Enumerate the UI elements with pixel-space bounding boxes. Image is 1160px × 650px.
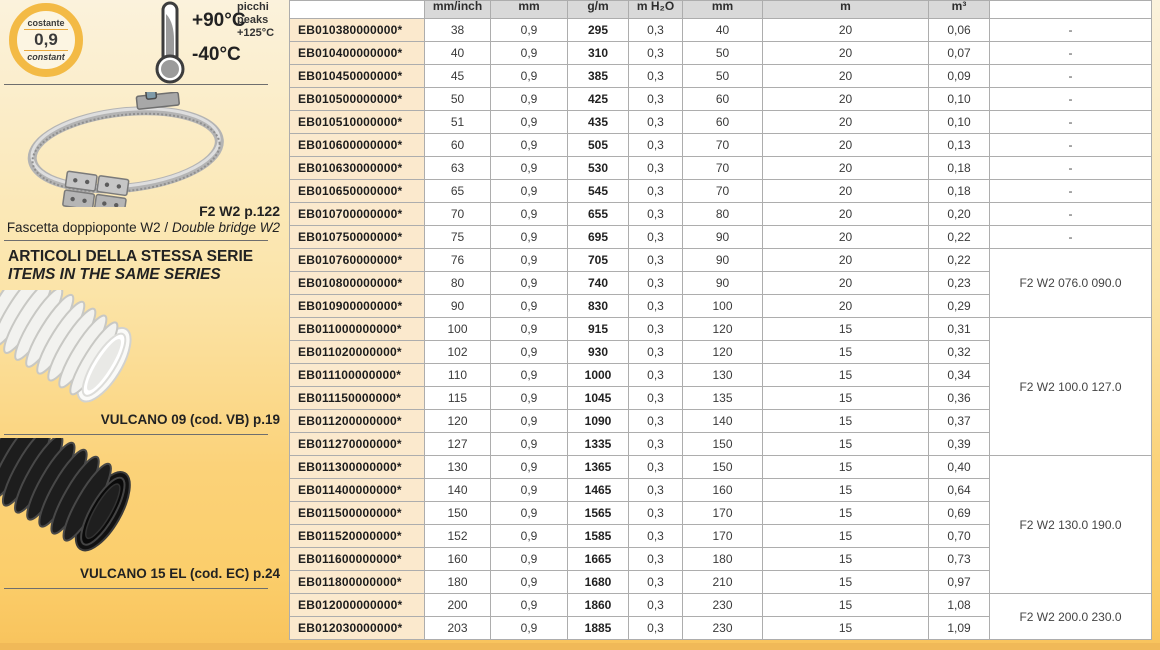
- value-cell: 1335: [568, 433, 629, 456]
- value-cell: 1,08: [929, 594, 990, 617]
- clamp-ref-cell: -: [990, 42, 1152, 65]
- value-cell: 60: [683, 88, 763, 111]
- value-cell: 0,3: [629, 548, 683, 571]
- product-code-cell: EB010800000000*: [290, 272, 425, 295]
- value-cell: 0,23: [929, 272, 990, 295]
- value-cell: 127: [425, 433, 491, 456]
- value-cell: 0,9: [491, 548, 568, 571]
- clamp-group-cell: F2 W2 076.0 090.0: [990, 249, 1152, 318]
- value-cell: 0,9: [491, 65, 568, 88]
- product-code-cell: EB011270000000*: [290, 433, 425, 456]
- value-cell: 15: [763, 502, 929, 525]
- product-code-cell: EB010750000000*: [290, 226, 425, 249]
- table-row: [290, 65, 1152, 88]
- value-cell: 0,70: [929, 525, 990, 548]
- divider: [4, 588, 268, 589]
- value-cell: 0,3: [629, 295, 683, 318]
- value-cell: 0,3: [629, 617, 683, 640]
- spec-table-wrap: [289, 0, 1152, 640]
- value-cell: 15: [763, 341, 929, 364]
- header-corner-cell: [990, 1, 1152, 19]
- value-cell: 0,3: [629, 19, 683, 42]
- value-cell: 0,06: [929, 19, 990, 42]
- value-cell: 1665: [568, 548, 629, 571]
- value-cell: 0,9: [491, 410, 568, 433]
- value-cell: 1365: [568, 456, 629, 479]
- value-cell: 0,3: [629, 318, 683, 341]
- value-cell: 0,3: [629, 387, 683, 410]
- value-cell: 20: [763, 111, 929, 134]
- peaks-value: +125°C: [237, 27, 275, 39]
- value-cell: 20: [763, 42, 929, 65]
- value-cell: 51: [425, 111, 491, 134]
- badge-rule: [24, 50, 68, 51]
- value-cell: 230: [683, 594, 763, 617]
- value-cell: 63: [425, 157, 491, 180]
- value-cell: 0,73: [929, 548, 990, 571]
- value-cell: 0,3: [629, 502, 683, 525]
- value-cell: 20: [763, 180, 929, 203]
- value-cell: 20: [763, 65, 929, 88]
- badge-label-it: costante: [27, 18, 65, 28]
- value-cell: 60: [683, 111, 763, 134]
- clamp-caption: [0, 220, 280, 235]
- value-cell: 0,13: [929, 134, 990, 157]
- value-cell: 120: [683, 341, 763, 364]
- constant-value-badge: [9, 3, 83, 77]
- table-row: [290, 203, 1152, 226]
- clamp-group-cell: F2 W2 100.0 127.0: [990, 318, 1152, 456]
- value-cell: 40: [425, 42, 491, 65]
- temperature-peaks: [237, 1, 274, 40]
- value-cell: 435: [568, 111, 629, 134]
- table-row: [290, 594, 1152, 617]
- unit-header-cell: g/m: [568, 1, 629, 19]
- product-code-cell: EB012030000000*: [290, 617, 425, 640]
- value-cell: 1090: [568, 410, 629, 433]
- related-item-caption: VULCANO 15 EL (cod. EC) p.24: [79, 566, 280, 581]
- value-cell: 915: [568, 318, 629, 341]
- value-cell: 230: [683, 617, 763, 640]
- value-cell: 930: [568, 341, 629, 364]
- value-cell: 70: [425, 203, 491, 226]
- value-cell: 40: [683, 19, 763, 42]
- product-code-cell: EB011800000000*: [290, 571, 425, 594]
- value-cell: 38: [425, 19, 491, 42]
- unit-header-cell: m³: [929, 1, 990, 19]
- product-code-cell: EB011200000000*: [290, 410, 425, 433]
- value-cell: 310: [568, 42, 629, 65]
- product-code-cell: EB010400000000*: [290, 42, 425, 65]
- value-cell: 140: [425, 479, 491, 502]
- table-body: [290, 19, 1152, 640]
- product-code-cell: EB010500000000*: [290, 88, 425, 111]
- product-code-cell: EB010650000000*: [290, 180, 425, 203]
- value-cell: 295: [568, 19, 629, 42]
- value-cell: 0,3: [629, 249, 683, 272]
- table-row: [290, 249, 1152, 272]
- value-cell: 0,3: [629, 134, 683, 157]
- series-title-en: ITEMS IN THE SAME SERIES: [8, 266, 221, 283]
- value-cell: 135: [683, 387, 763, 410]
- value-cell: 0,9: [491, 226, 568, 249]
- value-cell: 830: [568, 295, 629, 318]
- product-code-cell: EB010510000000*: [290, 111, 425, 134]
- value-cell: 545: [568, 180, 629, 203]
- value-cell: 1585: [568, 525, 629, 548]
- value-cell: 0,9: [491, 203, 568, 226]
- table-row: [290, 88, 1152, 111]
- value-cell: 1000: [568, 364, 629, 387]
- value-cell: 0,9: [491, 479, 568, 502]
- peaks-label-en: peaks: [237, 14, 269, 26]
- value-cell: 170: [683, 502, 763, 525]
- table-row: [290, 180, 1152, 203]
- value-cell: 0,9: [491, 525, 568, 548]
- value-cell: 130: [425, 456, 491, 479]
- value-cell: 45: [425, 65, 491, 88]
- value-cell: 102: [425, 341, 491, 364]
- value-cell: 0,3: [629, 111, 683, 134]
- value-cell: 152: [425, 525, 491, 548]
- value-cell: 0,09: [929, 65, 990, 88]
- value-cell: 90: [683, 226, 763, 249]
- value-cell: 15: [763, 525, 929, 548]
- product-code-cell: EB011400000000*: [290, 479, 425, 502]
- value-cell: 0,3: [629, 410, 683, 433]
- product-code-cell: EB011150000000*: [290, 387, 425, 410]
- vulcano-09-hose-image: [0, 290, 160, 422]
- unit-header-cell: m H₂O: [629, 1, 683, 19]
- value-cell: 0,3: [629, 88, 683, 111]
- sidebar: [0, 0, 290, 650]
- value-cell: 385: [568, 65, 629, 88]
- value-cell: 0,3: [629, 180, 683, 203]
- product-code-cell: EB010760000000*: [290, 249, 425, 272]
- unit-header-cell: m: [763, 1, 929, 19]
- value-cell: 0,39: [929, 433, 990, 456]
- value-cell: 20: [763, 272, 929, 295]
- clamp-group-cell: F2 W2 130.0 190.0: [990, 456, 1152, 594]
- unit-header-cell: mm: [683, 1, 763, 19]
- value-cell: 0,9: [491, 364, 568, 387]
- value-cell: 0,3: [629, 157, 683, 180]
- clamp-ref-cell: -: [990, 157, 1152, 180]
- value-cell: 0,31: [929, 318, 990, 341]
- divider: [4, 434, 268, 435]
- clamp-caption-separator: /: [160, 220, 172, 235]
- clamp-ref-cell: -: [990, 203, 1152, 226]
- value-cell: 0,3: [629, 341, 683, 364]
- value-cell: 0,9: [491, 502, 568, 525]
- value-cell: 70: [683, 180, 763, 203]
- value-cell: 0,9: [491, 617, 568, 640]
- value-cell: 0,3: [629, 42, 683, 65]
- value-cell: 76: [425, 249, 491, 272]
- value-cell: 110: [425, 364, 491, 387]
- value-cell: 50: [425, 88, 491, 111]
- value-cell: 0,3: [629, 226, 683, 249]
- value-cell: 0,3: [629, 203, 683, 226]
- clamp-group-cell: F2 W2 200.0 230.0: [990, 594, 1152, 640]
- value-cell: 60: [425, 134, 491, 157]
- value-cell: 15: [763, 571, 929, 594]
- value-cell: 0,9: [491, 571, 568, 594]
- value-cell: 0,9: [491, 594, 568, 617]
- value-cell: 150: [425, 502, 491, 525]
- vulcano-15-el-hose-image: [0, 438, 160, 568]
- value-cell: 15: [763, 387, 929, 410]
- product-code-cell: EB011000000000*: [290, 318, 425, 341]
- clamp-ref-cell: -: [990, 111, 1152, 134]
- value-cell: 80: [683, 203, 763, 226]
- unit-header-cell: mm/inch: [425, 1, 491, 19]
- product-code-cell: EB011600000000*: [290, 548, 425, 571]
- value-cell: 180: [425, 571, 491, 594]
- table-header: [290, 1, 1152, 19]
- value-cell: 0,37: [929, 410, 990, 433]
- product-code-cell: EB010600000000*: [290, 134, 425, 157]
- clamp-ref-cell: -: [990, 226, 1152, 249]
- value-cell: 655: [568, 203, 629, 226]
- value-cell: 160: [425, 548, 491, 571]
- value-cell: 50: [683, 65, 763, 88]
- clamp-image: [14, 92, 244, 207]
- value-cell: 20: [763, 226, 929, 249]
- divider: [4, 240, 268, 241]
- value-cell: 0,9: [491, 19, 568, 42]
- clamp-ref-cell: -: [990, 19, 1152, 42]
- value-cell: 90: [425, 295, 491, 318]
- value-cell: 1885: [568, 617, 629, 640]
- product-code-cell: EB011100000000*: [290, 364, 425, 387]
- value-cell: 0,3: [629, 65, 683, 88]
- product-code-cell: EB011020000000*: [290, 341, 425, 364]
- value-cell: 20: [763, 249, 929, 272]
- value-cell: 0,20: [929, 203, 990, 226]
- value-cell: 0,9: [491, 157, 568, 180]
- value-cell: 1565: [568, 502, 629, 525]
- value-cell: 0,9: [491, 88, 568, 111]
- table-row: [290, 111, 1152, 134]
- series-title: [8, 248, 253, 284]
- value-cell: 115: [425, 387, 491, 410]
- product-code-cell: EB010700000000*: [290, 203, 425, 226]
- product-code-cell: EB010900000000*: [290, 295, 425, 318]
- series-title-it: ARTICOLI DELLA STESSA SERIE: [8, 248, 254, 265]
- product-code-cell: EB011520000000*: [290, 525, 425, 548]
- value-cell: 70: [683, 134, 763, 157]
- temperature-max: +90°C: [192, 10, 246, 31]
- badge-value: 0,9: [34, 30, 58, 49]
- units-row: [290, 1, 1152, 19]
- value-cell: 425: [568, 88, 629, 111]
- value-cell: 0,9: [491, 42, 568, 65]
- value-cell: 15: [763, 479, 929, 502]
- value-cell: 1465: [568, 479, 629, 502]
- value-cell: 0,22: [929, 226, 990, 249]
- table-row: [290, 134, 1152, 157]
- value-cell: 1045: [568, 387, 629, 410]
- value-cell: 0,3: [629, 433, 683, 456]
- value-cell: 75: [425, 226, 491, 249]
- value-cell: 100: [425, 318, 491, 341]
- table-row: [290, 318, 1152, 341]
- clamp-caption-en: Double bridge W2: [171, 220, 280, 235]
- value-cell: 0,22: [929, 249, 990, 272]
- value-cell: 15: [763, 594, 929, 617]
- value-cell: 20: [763, 203, 929, 226]
- value-cell: 705: [568, 249, 629, 272]
- clamp-caption-it: Fascetta doppioponte W2: [6, 220, 161, 235]
- table-row: [290, 19, 1152, 42]
- value-cell: 150: [683, 456, 763, 479]
- value-cell: 740: [568, 272, 629, 295]
- value-cell: 0,10: [929, 111, 990, 134]
- value-cell: 1680: [568, 571, 629, 594]
- value-cell: 170: [683, 525, 763, 548]
- value-cell: 1860: [568, 594, 629, 617]
- value-cell: 0,3: [629, 456, 683, 479]
- value-cell: 0,9: [491, 318, 568, 341]
- table-row: [290, 456, 1152, 479]
- badge-label-en: constant: [27, 52, 65, 62]
- value-cell: 140: [683, 410, 763, 433]
- value-cell: 15: [763, 433, 929, 456]
- value-cell: 0,9: [491, 249, 568, 272]
- value-cell: 50: [683, 42, 763, 65]
- value-cell: 0,9: [491, 180, 568, 203]
- value-cell: 505: [568, 134, 629, 157]
- bottom-strip: [0, 643, 1160, 650]
- value-cell: 20: [763, 295, 929, 318]
- clamp-ref-cell: -: [990, 65, 1152, 88]
- table-row: [290, 157, 1152, 180]
- value-cell: 0,32: [929, 341, 990, 364]
- unit-header-cell: mm: [491, 1, 568, 19]
- value-cell: 180: [683, 548, 763, 571]
- value-cell: 15: [763, 318, 929, 341]
- value-cell: 0,18: [929, 180, 990, 203]
- clamp-ref-cell: -: [990, 134, 1152, 157]
- value-cell: 0,9: [491, 295, 568, 318]
- value-cell: 0,9: [491, 341, 568, 364]
- temperature-min: -40°C: [192, 44, 241, 65]
- product-code-cell: EB010630000000*: [290, 157, 425, 180]
- value-cell: 0,40: [929, 456, 990, 479]
- value-cell: 90: [683, 249, 763, 272]
- value-cell: 200: [425, 594, 491, 617]
- value-cell: 20: [763, 134, 929, 157]
- value-cell: 0,3: [629, 594, 683, 617]
- value-cell: 15: [763, 548, 929, 571]
- table-row: [290, 226, 1152, 249]
- product-code-cell: EB011300000000*: [290, 456, 425, 479]
- value-cell: 20: [763, 157, 929, 180]
- value-cell: 0,3: [629, 364, 683, 387]
- product-code-cell: EB010380000000*: [290, 19, 425, 42]
- value-cell: 20: [763, 88, 929, 111]
- value-cell: 0,9: [491, 456, 568, 479]
- value-cell: 0,36: [929, 387, 990, 410]
- value-cell: 1,09: [929, 617, 990, 640]
- value-cell: 0,34: [929, 364, 990, 387]
- value-cell: 15: [763, 410, 929, 433]
- value-cell: 70: [683, 157, 763, 180]
- value-cell: 0,9: [491, 433, 568, 456]
- value-cell: 120: [425, 410, 491, 433]
- value-cell: 0,07: [929, 42, 990, 65]
- value-cell: 0,9: [491, 111, 568, 134]
- peaks-label-it: picchi: [237, 1, 269, 13]
- value-cell: 20: [763, 19, 929, 42]
- thermometer-icon: [150, 0, 190, 84]
- value-cell: 130: [683, 364, 763, 387]
- value-cell: 210: [683, 571, 763, 594]
- value-cell: 0,3: [629, 571, 683, 594]
- value-cell: 80: [425, 272, 491, 295]
- divider: [4, 84, 268, 85]
- header-corner-cell: [290, 1, 425, 19]
- value-cell: 100: [683, 295, 763, 318]
- clamp-ref-cell: -: [990, 180, 1152, 203]
- value-cell: 0,18: [929, 157, 990, 180]
- value-cell: 0,10: [929, 88, 990, 111]
- value-cell: 530: [568, 157, 629, 180]
- value-cell: 0,9: [491, 387, 568, 410]
- value-cell: 0,64: [929, 479, 990, 502]
- value-cell: 0,3: [629, 479, 683, 502]
- value-cell: 0,3: [629, 272, 683, 295]
- product-code-cell: EB010450000000*: [290, 65, 425, 88]
- value-cell: 65: [425, 180, 491, 203]
- product-code-cell: EB012000000000*: [290, 594, 425, 617]
- value-cell: 90: [683, 272, 763, 295]
- value-cell: 160: [683, 479, 763, 502]
- value-cell: 0,9: [491, 272, 568, 295]
- spec-table: [289, 0, 1152, 640]
- related-item-caption: VULCANO 09 (cod. VB) p.19: [100, 412, 280, 427]
- product-code-cell: EB011500000000*: [290, 502, 425, 525]
- value-cell: 695: [568, 226, 629, 249]
- value-cell: 0,29: [929, 295, 990, 318]
- value-cell: 203: [425, 617, 491, 640]
- table-row: [290, 42, 1152, 65]
- value-cell: 120: [683, 318, 763, 341]
- value-cell: 15: [763, 364, 929, 387]
- value-cell: 0,9: [491, 134, 568, 157]
- clamp-ref-cell: -: [990, 88, 1152, 111]
- value-cell: 0,3: [629, 525, 683, 548]
- value-cell: 0,97: [929, 571, 990, 594]
- value-cell: 0,69: [929, 502, 990, 525]
- clamp-reference: F2 W2 p.122: [199, 203, 280, 219]
- value-cell: 150: [683, 433, 763, 456]
- value-cell: 15: [763, 456, 929, 479]
- value-cell: 15: [763, 617, 929, 640]
